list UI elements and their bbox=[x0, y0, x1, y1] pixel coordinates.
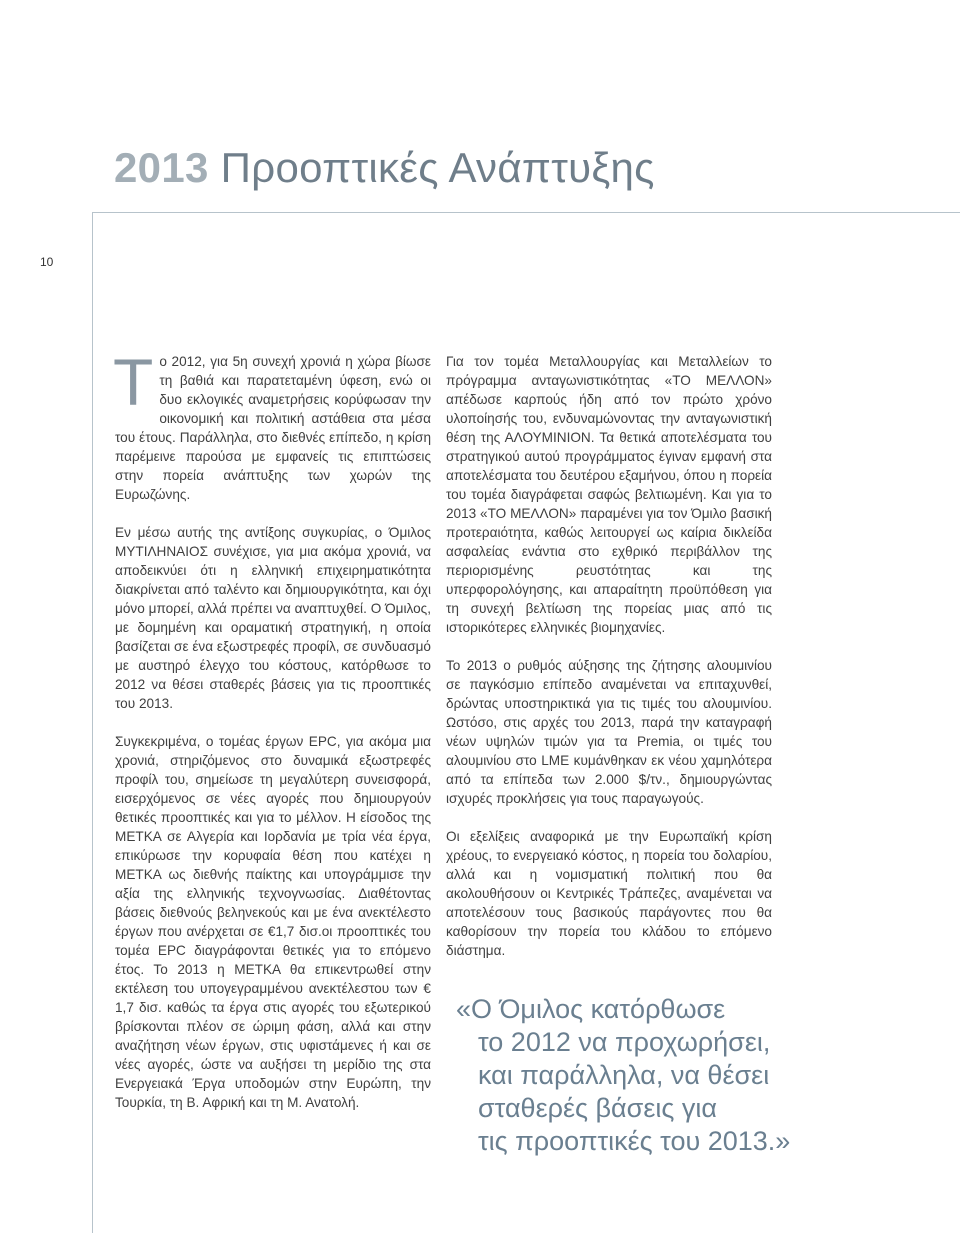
left-paragraph-3: Συγκεκριμένα, ο τομέας έργων EPC, για ακόμα μια χρονιά, στηριζόμενος στο δυναμικά εξωστρεφές προφίλ του, σημείωσε τη μεγαλύτερη συνεισφορά, εισερχόμενος σε νέες αγορές που δημιουργούν θετικές προοπτικές και για το μέλλον. Η είσοδος της ΜΕΤΚΑ σε Αλγερία και Ιορδανία με τρία νέα έργα, επικύρωσε την κορυφαία θέση που κατέχει η ΜΕΤΚΑ ως διεθνής παίκτης και υπογράμμισε την αξία της ελληνικής τεχνογνωσίας. Διαθέτοντας βάσεις διεθνούς βεληνεκούς και με ένα ανεκτέλεστο έργων που ανέρχεται σε €1,7 δισ.οι προοπτικές του τομέα EPC διαγράφονται θετικές για το επόμενο έτος. Το 2013 η ΜΕΤΚΑ θα επικεντρωθεί στην εκτέλεση του υπογεγραμμένου ανεκτέλεστου των € 1,7 δισ. καθώς τα έργα στις αγορές του εξωτερικού βρίσκονται πλέον σε ώριμη φάση, αλλά και στην αναζήτηση νέων έργων, στις υφιστάμενες ή και σε νέες αγορές, ώστε να αυξήσει τη μερίδιο της στα Ενεργειακά Έργα υποδομών στην Ευρώπη, την Τουρκία, τη Β. Αφρική και τη Μ. Ανατολή. bbox=[115, 734, 431, 1110]
page-title bbox=[114, 144, 655, 192]
right-paragraph-2: Το 2013 ο ρυθμός αύξησης της ζήτησης αλουμινίου σε παγκόσμιο επίπεδο αναμένεται να επιταχυνθεί, δρώντας υποστηρικτικά για τις τιμές του αλουμινίου. Ωστόσο, στις αρχές του 2013, παρά την καταγραφή νέων υψηλών τιμών για τα Premia, οι τιμές του αλουμινίου στο LME κυμάνθηκαν εκ νέου χαμηλότερα από τα επίπεδα των 2.000 $/τν., δημιουργώντας ισχυρές προκλήσεις για τους παραγωγούς. bbox=[446, 658, 772, 806]
pull-quote-line: το 2012 να προχωρήσει, bbox=[478, 1027, 771, 1057]
left-paragraph-2: Εν μέσω αυτής της αντίξοης συγκυρίας, ο Όμιλος ΜΥΤΙΛΗΝΑΙΟΣ συνέχισε, για μια ακόμα χρονιά, να αποδεικνύει ότι η ελληνική επιχειρηματικότητα διακρίνεται από ταλέντο και δημιουργικότητα, και όχι μόνο μπορεί, αλλά πρέπει να αναπτυχθεί. Ο Όμιλος, με δομημένη και οραματική στρατηγική, η οποία βασίζεται σε ένα εξωστρεφές προφίλ, σε συνδυασμό με αυστηρό έλεγχο του κόστους, κατόρθωσε το 2012 να θέσει σταθερές βάσεις για τις προοπτικές του 2013. bbox=[115, 525, 431, 711]
margin-rule bbox=[92, 212, 93, 1233]
right-paragraph-1: Για τον τομέα Μεταλλουργίας και Μεταλλείων το πρόγραμμα ανταγωνιστικότητας «ΤΟ ΜΕΛΛΟΝ» απέδωσε καρπούς ήδη από τον πρώτο χρόνο υλοποίησής του, ενδυναμώνοντας την ανταγωνιστική θέση της ΑΛΟΥΜΙΝΙΟΝ. Τα θετικά αποτελέσματα του στρατηγικού αυτού προγράμματος έγιναν εμφανή στα αποτελέσματα του δευτέρου εξαμήνου, όπου η πορεία του τομέα διαγράφεται σαφώς βελτιωμένη. Και για το 2013 «ΤΟ ΜΕΛΛΟΝ» παραμένει για τον Όμιλο βασική προτεραιότητα, καθώς λειτουργεί ως καίρια δικλείδα ασφαλείας ενάντια στο εχθρικό περιβάλλον της περιορισμένης ρευστότητας και της υπερφορολόγησης, και απαραίτητη προϋπόθεση για τη συνεχή βελτίωση της πορείας μιας από τις ιστορικότερες ελληνικές βιομηχανίες. bbox=[446, 354, 772, 635]
right-paragraph-3: Οι εξελίξεις αναφορικά με την Ευρωπαϊκή κρίση χρέους, το ενεργειακό κόστος, η πορεία του δολαρίου, αλλά και η νομισματική πολιτική που θα ακολουθήσουν οι Κεντρικές Τράπεζες, αναμένεται να αποτελέσουν τους βασικούς παράγοντες που θα καθορίσουν την πορεία του κλάδου το επόμενο διάστημα. bbox=[446, 829, 772, 958]
right-column bbox=[446, 352, 772, 979]
title-text: Προοπτικές Ανάπτυξης bbox=[220, 144, 655, 191]
page-number: 10 bbox=[40, 255, 54, 269]
pull-quote-line: «Ο Όμιλος κατόρθωσε bbox=[456, 994, 726, 1024]
left-paragraph-1 bbox=[113, 345, 431, 504]
left-paragraph-1-text: ο 2012, για 5η συνεχή χρονιά η χώρα βίωσε τη βαθιά και παρατεταμένη ύφεση, ενώ οι δυο εκλογικές αναμετρήσεις κορύφωσαν την οικονομική και πολιτική αστάθεια στα μέσα του έτους. Παράλληλα, στο διεθνές επίπεδο, η κρίση παρέμεινε παρούσα με εμφανείς τις επιπτώσεις στην πορεία ανάπτυξης των χωρών της Ευρωζώνης. bbox=[115, 354, 431, 502]
header-rule bbox=[92, 212, 960, 213]
pull-quote-line: σταθερές βάσεις για bbox=[478, 1093, 717, 1123]
drop-cap: T bbox=[113, 345, 154, 419]
pull-quote-line: τις προοπτικές του 2013.» bbox=[478, 1126, 791, 1156]
pull-quote bbox=[456, 993, 826, 1158]
title-year: 2013 bbox=[114, 144, 209, 191]
left-column bbox=[113, 345, 431, 1131]
pull-quote-line: και παράλληλα, να θέσει bbox=[478, 1060, 770, 1090]
